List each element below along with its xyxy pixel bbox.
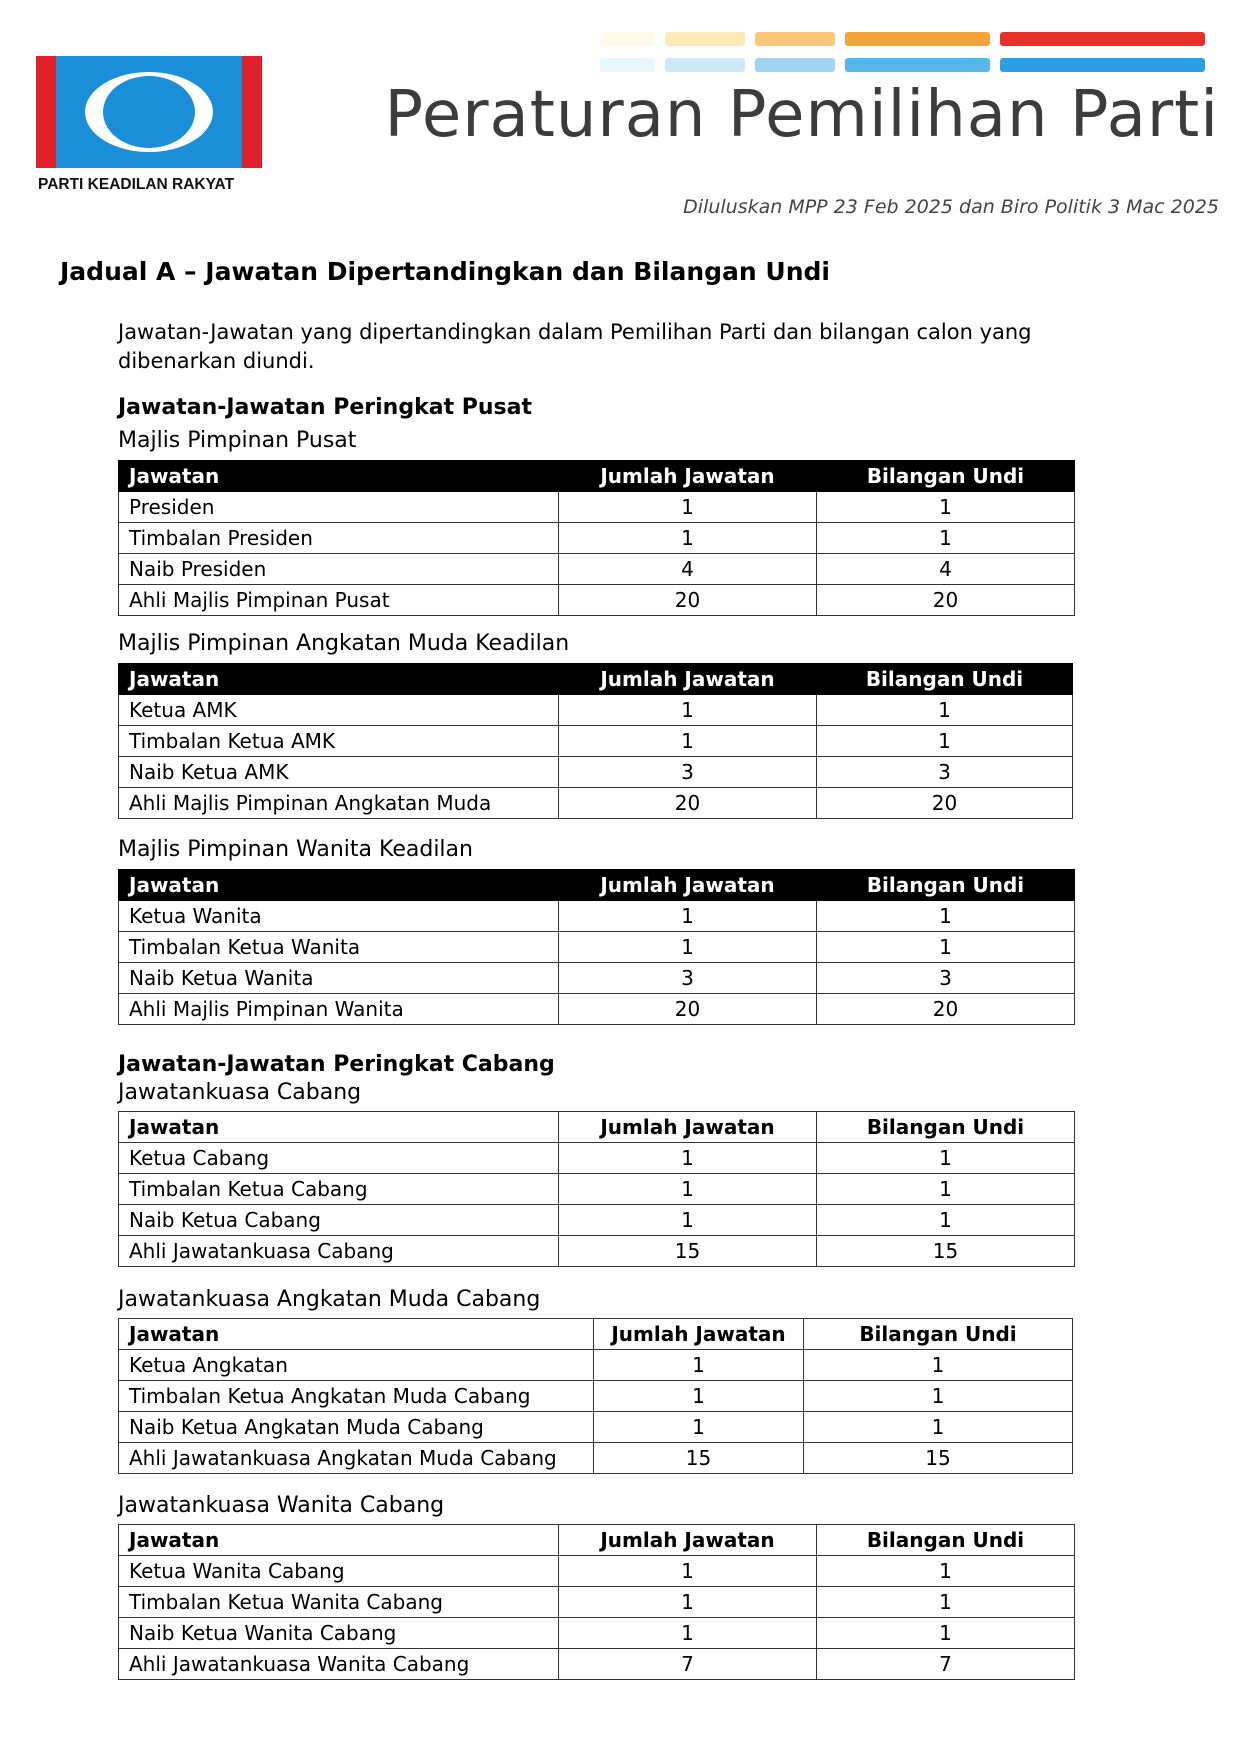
- vote-count-cell: 20: [817, 585, 1075, 616]
- table-row: [119, 726, 1073, 757]
- column-header: Bilangan Undi: [817, 1525, 1075, 1556]
- column-header: Jawatan: [119, 1112, 559, 1143]
- table-row: [119, 788, 1073, 819]
- position-name-cell: Ahli Majlis Pimpinan Pusat: [119, 585, 559, 616]
- post-count-cell: 3: [559, 757, 817, 788]
- post-count-cell: 1: [559, 695, 817, 726]
- column-header: Jawatan: [119, 461, 559, 492]
- vote-count-cell: 1: [817, 1205, 1075, 1236]
- table-row: [119, 963, 1075, 994]
- table-caption: Jawatankuasa Wanita Cabang: [118, 1493, 445, 1518]
- column-header: Jumlah Jawatan: [559, 870, 817, 901]
- positions-table: [118, 663, 1073, 819]
- vote-count-cell: 1: [817, 726, 1073, 757]
- position-name-cell: Timbalan Ketua Wanita Cabang: [119, 1587, 559, 1618]
- table-row: [119, 1236, 1075, 1267]
- table-row: [119, 1350, 1073, 1381]
- vote-count-cell: 1: [817, 695, 1073, 726]
- post-count-cell: 1: [559, 1143, 817, 1174]
- decorative-stripes: [600, 30, 1220, 80]
- schedule-heading: Jadual A – Jawatan Dipertandingkan dan Bilangan Undi: [60, 257, 830, 286]
- table-caption: Jawatankuasa Angkatan Muda Cabang: [118, 1287, 541, 1312]
- table-row: [119, 757, 1073, 788]
- post-count-cell: 1: [559, 726, 817, 757]
- vote-count-cell: 7: [817, 1649, 1075, 1680]
- vote-count-cell: 3: [817, 963, 1075, 994]
- table-row: [119, 1649, 1075, 1680]
- post-count-cell: 4: [559, 554, 817, 585]
- table-row: [119, 1443, 1073, 1474]
- post-count-cell: 1: [559, 1587, 817, 1618]
- column-header: Jawatan: [119, 664, 559, 695]
- post-count-cell: 1: [559, 1556, 817, 1587]
- post-count-cell: 1: [594, 1412, 804, 1443]
- position-name-cell: Naib Ketua Wanita Cabang: [119, 1618, 559, 1649]
- table-row: [119, 1174, 1075, 1205]
- position-name-cell: Ahli Jawatankuasa Wanita Cabang: [119, 1649, 559, 1680]
- column-header: Jumlah Jawatan: [559, 1112, 817, 1143]
- column-header: Jawatan: [119, 1319, 594, 1350]
- post-count-cell: 20: [559, 994, 817, 1025]
- post-count-cell: 20: [559, 788, 817, 819]
- column-header: Bilangan Undi: [817, 1112, 1075, 1143]
- position-name-cell: Timbalan Ketua Angkatan Muda Cabang: [119, 1381, 594, 1412]
- position-name-cell: Naib Ketua Wanita: [119, 963, 559, 994]
- vote-count-cell: 20: [817, 994, 1075, 1025]
- position-name-cell: Naib Ketua Cabang: [119, 1205, 559, 1236]
- vote-count-cell: 15: [817, 1236, 1075, 1267]
- position-name-cell: Timbalan Ketua Cabang: [119, 1174, 559, 1205]
- post-count-cell: 1: [594, 1381, 804, 1412]
- column-header: Bilangan Undi: [804, 1319, 1073, 1350]
- table-row: [119, 554, 1075, 585]
- position-name-cell: Ketua AMK: [119, 695, 559, 726]
- vote-count-cell: 1: [817, 1556, 1075, 1587]
- post-count-cell: 15: [594, 1443, 804, 1474]
- position-name-cell: Ketua Cabang: [119, 1143, 559, 1174]
- post-count-cell: 3: [559, 963, 817, 994]
- positions-table: [118, 1524, 1075, 1680]
- table-row: [119, 1205, 1075, 1236]
- positions-table: [118, 869, 1075, 1025]
- approval-note: Diluluskan MPP 23 Feb 2025 dan Biro Politik 3 Mac 2025: [683, 196, 1219, 218]
- post-count-cell: 7: [559, 1649, 817, 1680]
- party-logo: [26, 56, 264, 198]
- column-header: Bilangan Undi: [817, 461, 1075, 492]
- table-row: [119, 585, 1075, 616]
- column-header: Bilangan Undi: [817, 664, 1073, 695]
- position-name-cell: Naib Ketua Angkatan Muda Cabang: [119, 1412, 594, 1443]
- position-name-cell: Ahli Jawatankuasa Angkatan Muda Cabang: [119, 1443, 594, 1474]
- table-row: [119, 1412, 1073, 1443]
- position-name-cell: Timbalan Ketua Wanita: [119, 932, 559, 963]
- post-count-cell: 1: [559, 1205, 817, 1236]
- column-header: Bilangan Undi: [817, 870, 1075, 901]
- vote-count-cell: 1: [817, 523, 1075, 554]
- post-count-cell: 1: [559, 523, 817, 554]
- column-header: Jumlah Jawatan: [594, 1319, 804, 1350]
- table-caption: Majlis Pimpinan Angkatan Muda Keadilan: [118, 631, 570, 656]
- table-row: [119, 1381, 1073, 1412]
- vote-count-cell: 1: [804, 1350, 1073, 1381]
- position-name-cell: Presiden: [119, 492, 559, 523]
- level-heading-pusat: Jawatan-Jawatan Peringkat Pusat: [118, 395, 532, 420]
- intro-paragraph: Jawatan-Jawatan yang dipertandingkan dalam Pemilihan Parti dan bilangan calon yang dibenarkan diundi.: [118, 320, 1032, 373]
- post-count-cell: 1: [559, 901, 817, 932]
- column-header: Jumlah Jawatan: [559, 664, 817, 695]
- vote-count-cell: 1: [817, 1174, 1075, 1205]
- table-row: [119, 994, 1075, 1025]
- vote-count-cell: 1: [817, 492, 1075, 523]
- post-count-cell: 1: [594, 1350, 804, 1381]
- positions-table: [118, 1318, 1073, 1474]
- position-name-cell: Ahli Majlis Pimpinan Angkatan Muda: [119, 788, 559, 819]
- column-header: Jumlah Jawatan: [559, 1525, 817, 1556]
- vote-count-cell: 1: [817, 932, 1075, 963]
- column-header: Jawatan: [119, 870, 559, 901]
- vote-count-cell: 20: [817, 788, 1073, 819]
- table-row: [119, 1143, 1075, 1174]
- position-name-cell: Ketua Wanita Cabang: [119, 1556, 559, 1587]
- position-name-cell: Timbalan Ketua AMK: [119, 726, 559, 757]
- vote-count-cell: 4: [817, 554, 1075, 585]
- position-name-cell: Ketua Angkatan: [119, 1350, 594, 1381]
- table-row: [119, 1618, 1075, 1649]
- vote-count-cell: 1: [817, 1587, 1075, 1618]
- vote-count-cell: 1: [817, 1143, 1075, 1174]
- position-name-cell: Ahli Jawatankuasa Cabang: [119, 1236, 559, 1267]
- table-row: [119, 523, 1075, 554]
- table-caption: Majlis Pimpinan Pusat: [118, 428, 357, 453]
- positions-table: [118, 1111, 1075, 1267]
- position-name-cell: Naib Ketua AMK: [119, 757, 559, 788]
- post-count-cell: 1: [559, 1618, 817, 1649]
- position-name-cell: Timbalan Presiden: [119, 523, 559, 554]
- vote-count-cell: 15: [804, 1443, 1073, 1474]
- table-row: [119, 695, 1073, 726]
- column-header: Jawatan: [119, 1525, 559, 1556]
- table-row: [119, 1587, 1075, 1618]
- post-count-cell: 1: [559, 492, 817, 523]
- vote-count-cell: 3: [817, 757, 1073, 788]
- logo-text: PARTI KEADILAN RAKYAT: [38, 176, 235, 193]
- document-title: Peraturan Pemilihan Parti: [384, 78, 1219, 152]
- table-row: [119, 932, 1075, 963]
- vote-count-cell: 1: [817, 1618, 1075, 1649]
- table-caption: Majlis Pimpinan Wanita Keadilan: [118, 837, 473, 862]
- level-heading-cabang: Jawatan-Jawatan Peringkat Cabang: [118, 1052, 555, 1077]
- post-count-cell: 20: [559, 585, 817, 616]
- table-row: [119, 901, 1075, 932]
- vote-count-cell: 1: [804, 1381, 1073, 1412]
- position-name-cell: Ketua Wanita: [119, 901, 559, 932]
- table-caption: Jawatankuasa Cabang: [118, 1080, 362, 1105]
- positions-table: [118, 460, 1075, 616]
- column-header: Jumlah Jawatan: [559, 461, 817, 492]
- post-count-cell: 1: [559, 1174, 817, 1205]
- position-name-cell: Naib Presiden: [119, 554, 559, 585]
- table-row: [119, 1556, 1075, 1587]
- table-row: [119, 492, 1075, 523]
- position-name-cell: Ahli Majlis Pimpinan Wanita: [119, 994, 559, 1025]
- post-count-cell: 1: [559, 932, 817, 963]
- vote-count-cell: 1: [817, 901, 1075, 932]
- post-count-cell: 15: [559, 1236, 817, 1267]
- vote-count-cell: 1: [804, 1412, 1073, 1443]
